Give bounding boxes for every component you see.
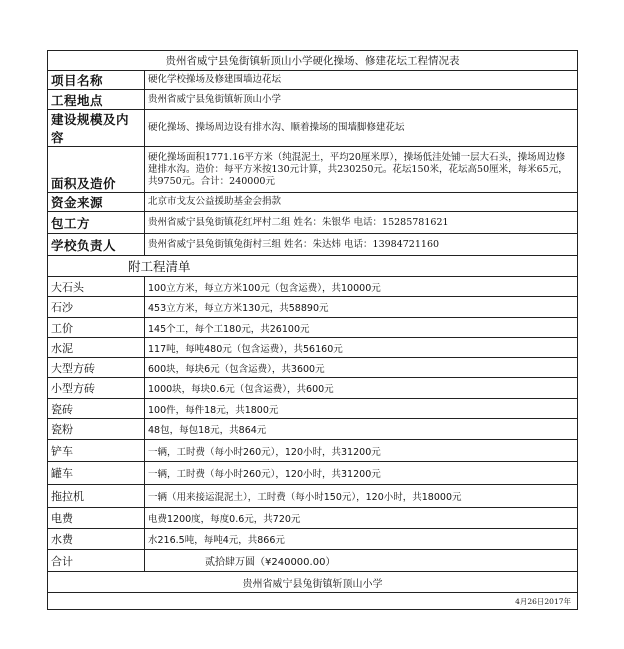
table-row [48,378,578,399]
item-label: 工价 [48,318,145,338]
info-row-cost [48,147,578,193]
sheet-title: 贵州省威宁县兔街镇斩顶山小学硬化操场、修建花坛工程情况表 [48,51,578,71]
table-row [48,440,578,462]
footer-row [48,572,578,593]
item-value: 一辆（用来接运混泥土），工时费（每小时150元），120小时，共18000元 [145,485,578,508]
table-row [48,485,578,508]
total-label: 合计 [48,550,145,572]
table-row [48,508,578,529]
item-value: 一辆，工时费（每小时260元），120小时，共31200元 [145,440,578,462]
item-value: 600块，每块6元（包含运费），共3600元 [145,358,578,378]
info-value: 北京市戈友公益援助基金会捐款 [145,193,578,212]
item-label: 铲车 [48,440,145,462]
table-row [48,338,578,358]
table-row [48,419,578,440]
item-label: 小型方砖 [48,378,145,399]
total-value: 贰拾肆万圆（¥240000.00） [145,550,578,572]
info-label: 面积及造价 [48,147,145,193]
item-label: 大石头 [48,277,145,297]
table-row [48,399,578,419]
info-label: 工程地点 [48,90,145,110]
info-row-name [48,71,578,90]
item-label: 电费 [48,508,145,529]
item-value: 117吨，每吨480元（包含运费），共56160元 [145,338,578,358]
info-row-location [48,90,578,110]
section-row [48,256,578,277]
table-row [48,318,578,338]
item-label: 水费 [48,529,145,550]
item-value: 48包，每包18元，共864元 [145,419,578,440]
info-value: 硬化操场、操场周边设有排水沟、顺着操场的围墙脚修建花坛 [145,110,578,147]
item-value: 水216.5吨，每吨4元，共866元 [145,529,578,550]
item-label: 大型方砖 [48,358,145,378]
info-label: 学校负责人 [48,234,145,256]
project-table [47,50,578,610]
table-row [48,529,578,550]
info-label: 建设规模及内容 [48,110,145,147]
title-row [48,51,578,71]
info-label: 资金来源 [48,193,145,212]
info-row-scope [48,110,578,147]
info-value: 贵州省威宁县兔街镇花红坪村二组 姓名：朱银华 电话：15285781621 [145,212,578,234]
table-row [48,297,578,318]
info-row-school-head [48,234,578,256]
info-row-funding [48,193,578,212]
info-value: 硬化学校操场及修建围墙边花坛 [145,71,578,90]
date-row [48,593,578,610]
info-label: 项目名称 [48,71,145,90]
project-sheet [47,50,577,610]
item-value: 100件，每件18元，共1800元 [145,399,578,419]
item-value: 145个工，每个工180元，共26100元 [145,318,578,338]
item-label: 水泥 [48,338,145,358]
section-title: 附工程清单 [48,256,578,277]
item-label: 瓷粉 [48,419,145,440]
item-label: 瓷砖 [48,399,145,419]
sheet-date: 4月26日2017年 [48,593,578,610]
item-label: 罐车 [48,462,145,485]
table-row [48,358,578,378]
info-row-contractor [48,212,578,234]
item-value: 100立方米，每立方米100元（包含运费），共10000元 [145,277,578,297]
item-value: 电费1200度，每度0.6元，共720元 [145,508,578,529]
item-label: 石沙 [48,297,145,318]
total-row [48,550,578,572]
table-row [48,462,578,485]
item-value: 一辆，工时费（每小时260元），120小时，共31200元 [145,462,578,485]
item-label: 拖拉机 [48,485,145,508]
info-label: 包工方 [48,212,145,234]
info-value: 贵州省威宁县兔街镇斩顶山小学 [145,90,578,110]
table-row [48,277,578,297]
item-value: 453立方米，每立方米130元，共58890元 [145,297,578,318]
item-value: 1000块，每块0.6元（包含运费），共600元 [145,378,578,399]
info-value: 贵州省威宁县兔街镇兔街村三组 姓名：朱达炜 电话：13984721160 [145,234,578,256]
footer-school-name: 贵州省威宁县兔街镇斩顶山小学 [48,572,578,593]
info-value: 硬化操场面积1771.16平方米（纯混泥土，平均20厘米厚），操场低洼处铺一层大石头，操场周边修建排水沟。造价：每平方米按130元计算，共230250元。花坛150米，花坛高50厘米，每米65元，共9750元。合计：240000元 [145,147,578,193]
